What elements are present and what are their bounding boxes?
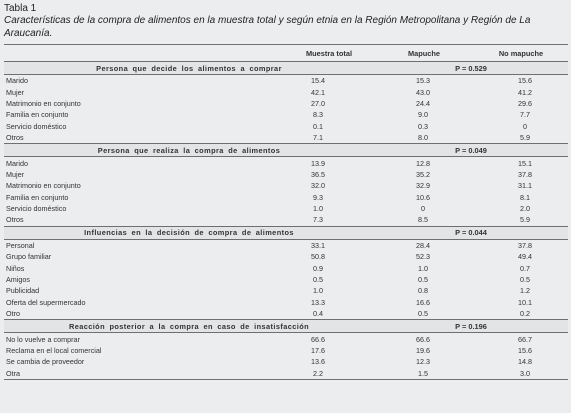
row-label: Familia en conjunto	[6, 192, 69, 202]
table-row	[4, 285, 568, 296]
cell-mapuche: 1.5	[374, 368, 474, 380]
cell-total: 7.1	[313, 133, 323, 143]
cell-total: 2.2	[284, 368, 374, 380]
cell-total: 0.9	[313, 263, 323, 273]
table-row	[4, 132, 568, 144]
row-label: Se cambia de proveedor	[6, 357, 85, 367]
section-title: Persona que realiza la compra de alimentos	[4, 144, 374, 157]
cell-no-mapuche: 15.1	[518, 158, 532, 168]
row-label: Publicidad	[6, 286, 40, 296]
cell-total: 1.0	[313, 204, 323, 214]
table-row	[4, 169, 568, 180]
table-row	[4, 75, 568, 87]
table-row	[4, 214, 568, 226]
cell-no-mapuche: 41.2	[518, 87, 532, 97]
row-label: Otra	[4, 368, 284, 380]
cell-mapuche: 43.0	[416, 87, 430, 97]
cell-no-mapuche: 66.7	[518, 334, 532, 344]
cell-no-mapuche: 1.2	[520, 286, 530, 296]
cell-no-mapuche: 0	[523, 121, 527, 131]
row-label: Oferta del supermercado	[6, 297, 86, 307]
row-label: Otros	[6, 133, 24, 143]
cell-no-mapuche: 49.4	[518, 252, 532, 262]
cell-total: 13.3	[311, 297, 325, 307]
cell-mapuche: 16.6	[416, 297, 430, 307]
table-row	[4, 239, 568, 251]
cell-mapuche: 10.6	[416, 192, 430, 202]
cell-total: 27.0	[311, 98, 325, 108]
cell-no-mapuche: 31.1	[518, 181, 532, 191]
cell-mapuche: 0.5	[418, 275, 428, 285]
row-label: Mujer	[6, 87, 24, 97]
table-row	[4, 262, 568, 273]
section-title: Influencias en la decisión de compra de alimentos	[4, 226, 374, 239]
column-header-total: Muestra total	[284, 45, 374, 62]
table-row	[4, 192, 568, 203]
cell-mapuche: 35.2	[416, 169, 430, 179]
cell-total: 32.0	[311, 181, 325, 191]
cell-mapuche: 8.5	[418, 215, 428, 225]
cell-no-mapuche: 15.6	[518, 76, 532, 86]
cell-total: 0.5	[313, 275, 323, 285]
cell-no-mapuche: 29.6	[518, 98, 532, 108]
cell-mapuche: 28.4	[416, 240, 430, 250]
row-label: Otro	[6, 309, 20, 319]
cell-total: 0.1	[313, 121, 323, 131]
cell-mapuche: 32.9	[416, 181, 430, 191]
table-row	[4, 98, 568, 109]
table-row	[4, 86, 568, 97]
cell-total: 7.3	[313, 215, 323, 225]
cell-no-mapuche: 2.0	[520, 204, 530, 214]
cell-mapuche: 0.3	[418, 121, 428, 131]
row-label: Personal	[6, 240, 35, 250]
cell-mapuche: 9.0	[418, 110, 428, 120]
cell-no-mapuche: 37.8	[518, 240, 532, 250]
cell-no-mapuche: 7.7	[520, 110, 530, 120]
cell-no-mapuche: 10.1	[518, 297, 532, 307]
table-row	[4, 368, 568, 380]
header-row	[4, 45, 568, 62]
row-label: Otros	[6, 215, 24, 225]
section-header-row	[4, 144, 568, 157]
cell-total: 33.1	[311, 240, 325, 250]
row-label: Marido	[6, 158, 28, 168]
section-p-value: P = 0.049	[374, 144, 568, 157]
cell-total: 13.6	[311, 357, 325, 367]
table-row	[4, 180, 568, 191]
row-label: Niños	[6, 263, 25, 273]
cell-total: 8.3	[313, 110, 323, 120]
table-row	[4, 157, 568, 169]
cell-mapuche: 52.3	[416, 252, 430, 262]
cell-mapuche: 1.0	[418, 263, 428, 273]
section-p-value: P = 0.044	[374, 226, 568, 239]
section-header-row	[4, 62, 568, 75]
table-row	[4, 251, 568, 262]
cell-total: 66.6	[311, 334, 325, 344]
table-row	[4, 333, 568, 345]
cell-no-mapuche: 15.6	[518, 346, 532, 355]
cell-total: 50.8	[311, 252, 325, 262]
column-header-no-mapuche: No mapuche	[474, 45, 568, 62]
row-label: Servicio doméstico	[6, 121, 67, 131]
section-title: Persona que decide los alimentos a comprar	[4, 62, 374, 75]
cell-no-mapuche: 0.5	[520, 275, 530, 285]
cell-total: 42.1	[311, 87, 325, 97]
section-title: Reacción posterior a la compra en caso de insatisfacción	[4, 320, 374, 333]
row-label: Familia en conjunto	[6, 110, 69, 120]
table-caption: Características de la compra de alimentos en la muestra total y según etnia en la Región Metropolitana y Región de La Araucanía.	[4, 15, 531, 39]
cell-total: 17.6	[311, 346, 325, 355]
cell-mapuche: 8.0	[418, 133, 428, 143]
cell-mapuche: 66.6	[416, 334, 430, 344]
cell-no-mapuche: 14.8	[518, 357, 532, 367]
cell-total: 36.5	[311, 169, 325, 179]
table-row	[4, 345, 568, 356]
section-p-value: P = 0.196	[374, 320, 568, 333]
cell-mapuche: 12.8	[416, 158, 430, 168]
row-label: No lo vuelve a comprar	[6, 334, 80, 344]
cell-mapuche: 0.5	[418, 309, 428, 319]
table-row	[4, 203, 568, 214]
table-body	[4, 62, 568, 380]
table-row	[4, 109, 568, 120]
table-row	[4, 308, 568, 320]
table-row	[4, 297, 568, 308]
cell-total: 13.9	[311, 158, 325, 168]
table-row	[4, 356, 568, 367]
column-header-mapuche: Mapuche	[374, 45, 474, 62]
cell-mapuche: 15.3	[416, 76, 430, 86]
column-header-blank	[4, 45, 284, 62]
cell-no-mapuche: 37.8	[518, 169, 532, 179]
data-table	[4, 44, 568, 380]
cell-total: 1.0	[313, 286, 323, 296]
cell-no-mapuche: 5.9	[520, 133, 530, 143]
cell-mapuche: 24.4	[416, 98, 430, 108]
table-row	[4, 274, 568, 285]
cell-no-mapuche: 8.1	[520, 192, 530, 202]
row-label: Marido	[6, 76, 28, 86]
cell-no-mapuche: 5.9	[520, 215, 530, 225]
cell-total: 9.3	[313, 192, 323, 202]
row-label: Grupo familiar	[6, 252, 52, 262]
cell-mapuche: 12.3	[416, 357, 430, 367]
row-label: Mujer	[6, 169, 24, 179]
cell-no-mapuche: 3.0	[474, 368, 568, 380]
table-row	[4, 121, 568, 132]
row-label: Amigos	[6, 275, 30, 285]
row-label: Matrimonio en conjunto	[6, 181, 81, 191]
row-label: Servicio doméstico	[6, 204, 67, 214]
row-label: Reclama en el local comercial	[6, 346, 102, 355]
cell-mapuche: 0.8	[418, 286, 428, 296]
cell-total: 0.4	[313, 309, 323, 319]
cell-mapuche: 0	[421, 204, 425, 214]
cell-no-mapuche: 0.7	[520, 263, 530, 273]
table-label: Tabla 1	[4, 3, 37, 14]
section-header-row	[4, 226, 568, 239]
cell-total: 15.4	[311, 76, 325, 86]
cell-mapuche: 19.6	[416, 346, 430, 355]
section-p-value: P = 0.529	[374, 62, 568, 75]
row-label: Matrimonio en conjunto	[6, 98, 81, 108]
section-header-row	[4, 320, 568, 333]
cell-no-mapuche: 0.2	[520, 309, 530, 319]
